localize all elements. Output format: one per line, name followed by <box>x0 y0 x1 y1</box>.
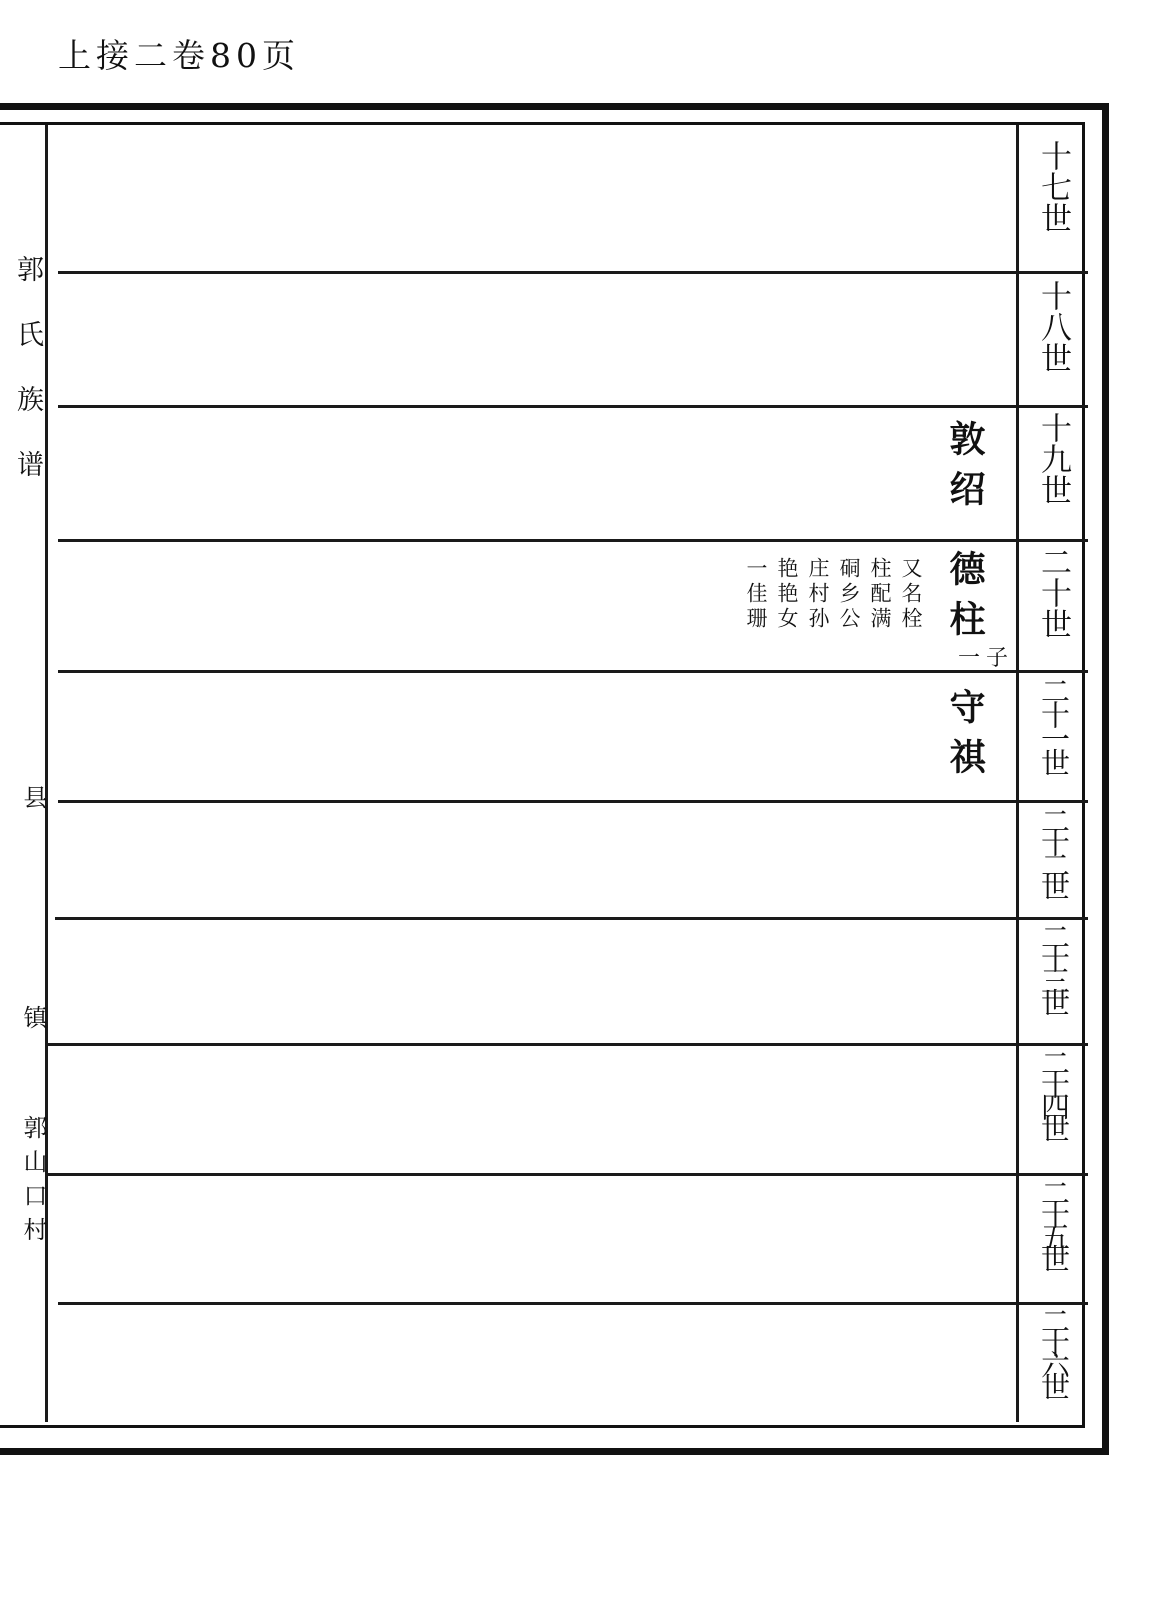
biography-note: 艳艳女 <box>775 557 799 632</box>
row-divider <box>58 271 1088 274</box>
row-divider <box>58 1302 1088 1305</box>
generation-label: 十九世 <box>1035 412 1071 505</box>
generation-label: 二十二世 <box>1037 806 1071 894</box>
village-label: 郭山口村 <box>19 1115 47 1251</box>
generation-label: 二十五世 <box>1037 1178 1071 1266</box>
book-title: 郭氏族谱 <box>12 255 43 515</box>
person-name: 德柱 <box>944 550 986 650</box>
row-divider <box>58 539 1088 542</box>
town-label: 镇 <box>19 1005 47 1039</box>
generation-column-divider <box>1016 125 1019 1422</box>
biography-note: 硐乡公 <box>837 557 861 632</box>
generation-label: 二十一世 <box>1037 676 1071 772</box>
person-name: 守祺 <box>944 688 986 788</box>
children-count: 一子 <box>958 646 1015 671</box>
biography-note: 柱配满 <box>868 557 892 632</box>
continuation-note: 上接二卷80页 <box>58 36 300 75</box>
generation-label: 十七世 <box>1035 140 1071 233</box>
person-name: 敦绍 <box>944 420 986 520</box>
biography-note: 一佳珊 <box>744 557 768 632</box>
biography-note: 又名栓 <box>899 557 923 632</box>
row-divider <box>58 800 1088 803</box>
biography-note: 庄村孙 <box>806 557 830 632</box>
row-divider <box>55 917 1088 920</box>
row-divider <box>58 670 1088 673</box>
inner-frame <box>0 122 1085 1428</box>
generation-label: 二十六世 <box>1037 1306 1071 1394</box>
generation-label: 十八世 <box>1035 280 1071 373</box>
generation-label: 二十世 <box>1035 546 1071 639</box>
row-divider <box>48 1173 1088 1176</box>
row-divider <box>48 1043 1088 1046</box>
row-divider <box>58 405 1088 408</box>
generation-label: 二十三世 <box>1037 922 1071 1010</box>
county-label: 县 <box>19 785 47 819</box>
generation-label: 二十四世 <box>1037 1048 1071 1136</box>
